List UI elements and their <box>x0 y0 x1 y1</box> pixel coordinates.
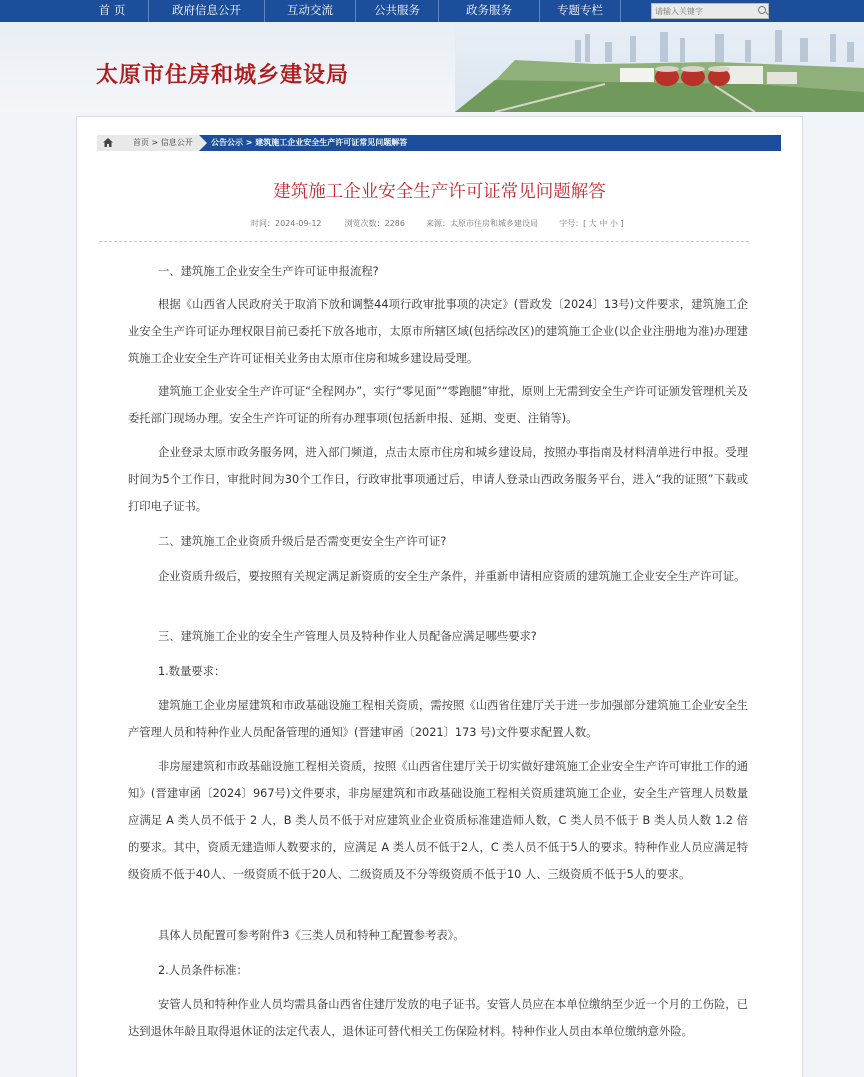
breadcrumb-home[interactable] <box>97 135 119 151</box>
nav-special-topics[interactable]: 专题专栏 <box>557 3 603 17</box>
meta-time-label: 时间： <box>251 219 275 228</box>
top-navigation <box>0 0 864 22</box>
site-header <box>0 22 864 112</box>
meta-source-label: 来源： <box>426 219 451 228</box>
article-meta <box>251 218 624 229</box>
font-size-switch[interactable]: [ 大 中 小 ] <box>583 219 624 228</box>
title-divider <box>99 241 749 242</box>
paragraph: 安管人员和特种作业人员均需具备山西省住建厅发放的电子证书。安管人员应在本单位缴纳至少近一个月的工伤险，已达到退休年龄且取得退休证的法定代表人，退休证可替代相关工伤保险材料。特种作业人员由本单位缴纳意外险。 <box>128 998 748 1038</box>
breadcrumb-current[interactable]: 公告公示 > 建筑施工企业安全生产许可证常见问题解答 <box>211 138 408 147</box>
section-heading-1: 一、建筑施工企业安全生产许可证申报流程? <box>158 265 379 278</box>
paragraph: 具体人员配置可参考附件3《三类人员和特种工配置参考表》。 <box>158 929 465 942</box>
nav-gov-info[interactable]: 政府信息公开 <box>172 3 241 17</box>
meta-source: 太原市住房和城乡建设局 <box>450 219 539 228</box>
nav-public-service[interactable]: 公共服务 <box>374 3 420 17</box>
search-icon[interactable] <box>758 6 766 14</box>
home-icon <box>103 138 113 147</box>
section-heading-2: 二、建筑施工企业资质升级后是否需变更安全生产许可证? <box>158 535 447 548</box>
paragraph: 企业资质升级后，要按照有关规定满足新资质的安全生产条件，并重新申请相应资质的建筑施工企业安全生产许可证。 <box>158 570 746 583</box>
city-banner-image <box>455 22 864 112</box>
article-title: 建筑施工企业安全生产许可证常见问题解答 <box>273 182 606 202</box>
meta-font-label: 字号： <box>559 219 584 228</box>
breadcrumb-info-link[interactable]: 首页 > 信息公开 <box>119 135 199 151</box>
breadcrumb <box>97 135 781 151</box>
sub-heading-conditions: 2.人员条件标准： <box>158 964 248 977</box>
site-title: 太原市住房和城乡建设局 <box>96 63 350 88</box>
nav-interaction[interactable]: 互动交流 <box>287 3 333 17</box>
paragraph: 企业登录太原市政务服务网，进入部门频道，点击太原市住房和城乡建设局，按照办事指南及材料清单进行申报。受理时间为5个工作日，审批时间为30个工作日，行政审批事项通过后，申请人登录山西政务服务平台，进入“我的证照”下载或打印电子证书。 <box>128 446 748 513</box>
search-box <box>651 3 769 19</box>
paragraph: 根据《山西省人民政府关于取消下放和调整44项行政审批事项的决定》(晋政发〔2024〕13号)文件要求，建筑施工企业安全生产许可证办理权限目前已委托下放各地市，太原市所辖区域(包括综改区)的建筑施工企业(以企业注册地为准)办理建筑施工企业安全生产许可证相关业务由太原市住房和城乡建设局受理。 <box>128 298 748 365</box>
paragraph: 建筑施工企业房屋建筑和市政基础设施工程相关资质，需按照《山西省住建厅关于进一步加强部分建筑施工企业安全生产管理人员和特种作业人员配备管理的通知》(晋建审函〔2021〕173 号)文件要求配置人数。 <box>128 699 748 739</box>
section-heading-3: 三、建筑施工企业的安全生产管理人员及特种作业人员配备应满足哪些要求? <box>158 630 537 643</box>
search-input[interactable] <box>652 4 755 18</box>
breadcrumb-divider <box>199 135 207 151</box>
content-panel <box>76 116 803 1077</box>
nav-gov-service[interactable]: 政务服务 <box>466 3 512 17</box>
nav-home[interactable]: 首 页 <box>98 3 126 17</box>
sub-heading-quantity: 1.数量要求： <box>158 665 226 678</box>
paragraph: 非房屋建筑和市政基础设施工程相关资质，按照《山西省住建厅关于切实做好建筑施工企业安全生产许可审批工作的通知》(晋建审函〔2024〕967号)文件要求，非房屋建筑和市政基础设施工程相关资质建筑施工企业，安全生产管理人员数量应满足 A 类人员不低于 2 人，B 类人员不低于对应建筑业企业资质标准建造师人数，C 类人员不低于 B 类人员人数 1.2 倍的要求。其中，资质无建造师人数要求的，应满足 A 类人员不低于2人，C 类人员不低于5人的要求。特种作业人员应满足特级资质不低于40人、一级资质不低于20人、二级资质及不分等级资质不低于10 人、三级资质不低于5人的要求。 <box>128 760 748 881</box>
meta-views: 2286 <box>384 219 405 228</box>
nav-separator <box>620 0 621 22</box>
meta-time: 2024-09-12 <box>275 219 322 228</box>
meta-views-label: 浏览次数： <box>344 219 385 228</box>
paragraph: 建筑施工企业安全生产许可证“全程网办”，实行“零见面”“零跑腿”审批，原则上无需到安全生产许可证颁发管理机关及委托部门现场办理。安全生产许可证的所有办理事项(包括新申报、延期、变更、注销等)。 <box>128 385 748 425</box>
